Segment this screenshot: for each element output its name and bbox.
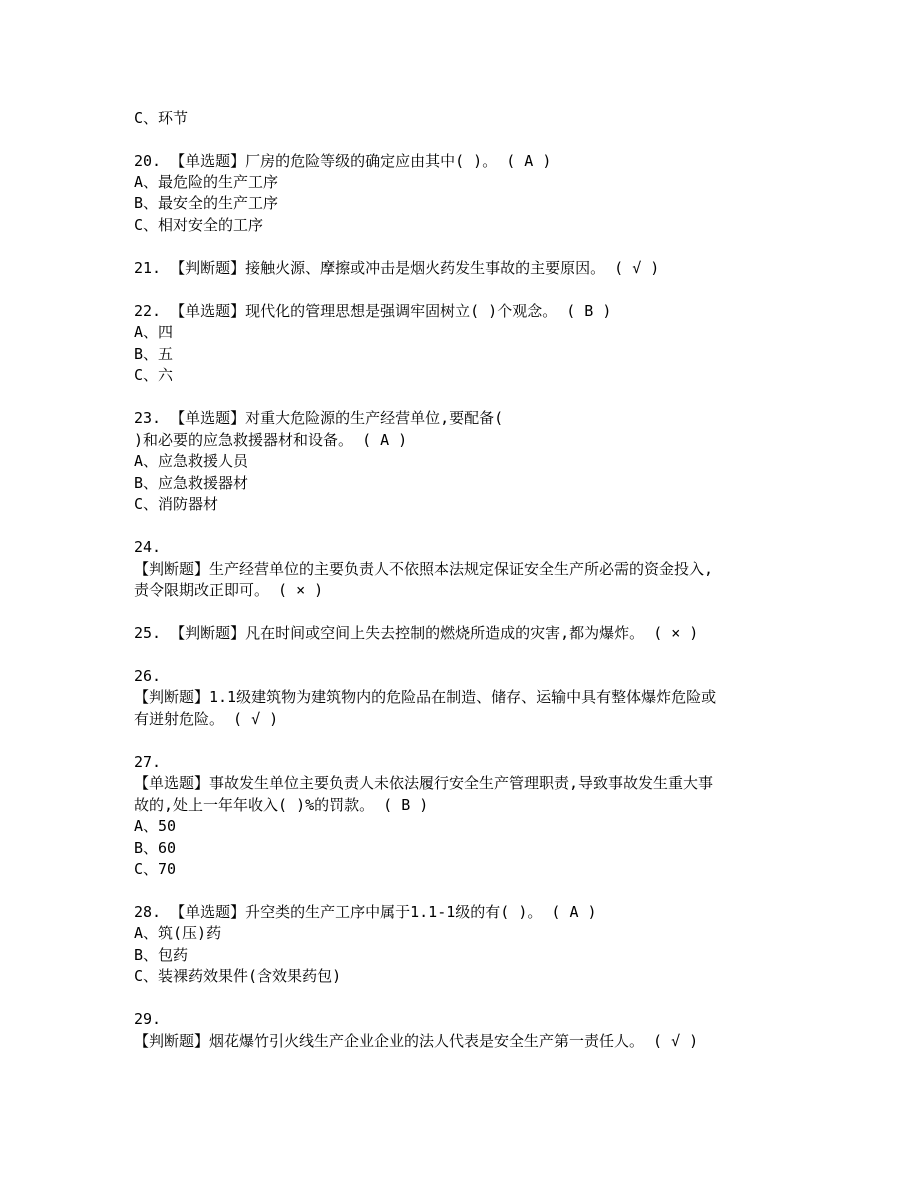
question-line: 22. 【单选题】现代化的管理思想是强调牢固树立( )个观念。 ( B ) [134, 302, 612, 320]
option-line: A、筑(压)药 [134, 924, 222, 942]
option-line: C、六 [134, 366, 174, 384]
option-line: A、应急救援人员 [134, 452, 249, 470]
question-line: 【判断题】1.1级建筑物为建筑物内的危险品在制造、储存、运输中具有整体爆炸危险或 [134, 688, 717, 706]
option-line: B、应急救援器材 [134, 474, 249, 492]
question-line: 20. 【单选题】厂房的危险等级的确定应由其中( )。 ( A ) [134, 152, 552, 170]
question-line: 23. 【单选题】对重大危险源的生产经营单位,要配备( [134, 409, 504, 427]
option-line: A、最危险的生产工序 [134, 173, 279, 191]
question-line: 21. 【判断题】接触火源、摩擦或冲击是烟火药发生事故的主要原因。 ( √ ) [134, 259, 660, 277]
option-line: C、环节 [134, 109, 189, 127]
question-line: 【单选题】事故发生单位主要负责人未依法履行安全生产管理职责,导致事故发生重大事 [134, 774, 714, 792]
question-line: 【判断题】烟花爆竹引火线生产企业企业的法人代表是安全生产第一责任人。 ( √ ) [134, 1032, 699, 1050]
option-line: C、装裸药效果件(含效果药包) [134, 967, 342, 985]
option-line: B、60 [134, 839, 177, 857]
option-line: C、相对安全的工序 [134, 216, 264, 234]
question-line: 28. 【单选题】升空类的生产工序中属于1.1-1级的有( )。 ( A ) [134, 903, 597, 921]
question-number: 24. [134, 538, 162, 556]
option-line: C、消防器材 [134, 495, 219, 513]
option-line: C、70 [134, 860, 177, 878]
question-number: 29. [134, 1010, 162, 1028]
question-number: 26. [134, 667, 162, 685]
option-line: A、四 [134, 323, 174, 341]
question-line: 责令限期改正即可。 ( × ) [134, 581, 324, 599]
question-line: 有迸射危险。 ( √ ) [134, 710, 279, 728]
option-line: B、五 [134, 345, 174, 363]
question-line: 25. 【判断题】凡在时间或空间上失去控制的燃烧所造成的灾害,都为爆炸。 ( × ) [134, 624, 699, 642]
option-line: B、最安全的生产工序 [134, 194, 279, 212]
option-line: A、50 [134, 817, 177, 835]
question-line: 【判断题】生产经营单位的主要负责人不依照本法规定保证安全生产所必需的资金投入, [134, 560, 714, 578]
question-number: 27. [134, 753, 162, 771]
question-line: 故的,处上一年年收入( )%的罚款。 ( B ) [134, 796, 429, 814]
question-line: )和必要的应急救援器材和设备。 ( A ) [134, 431, 408, 449]
option-line: B、包药 [134, 946, 189, 964]
